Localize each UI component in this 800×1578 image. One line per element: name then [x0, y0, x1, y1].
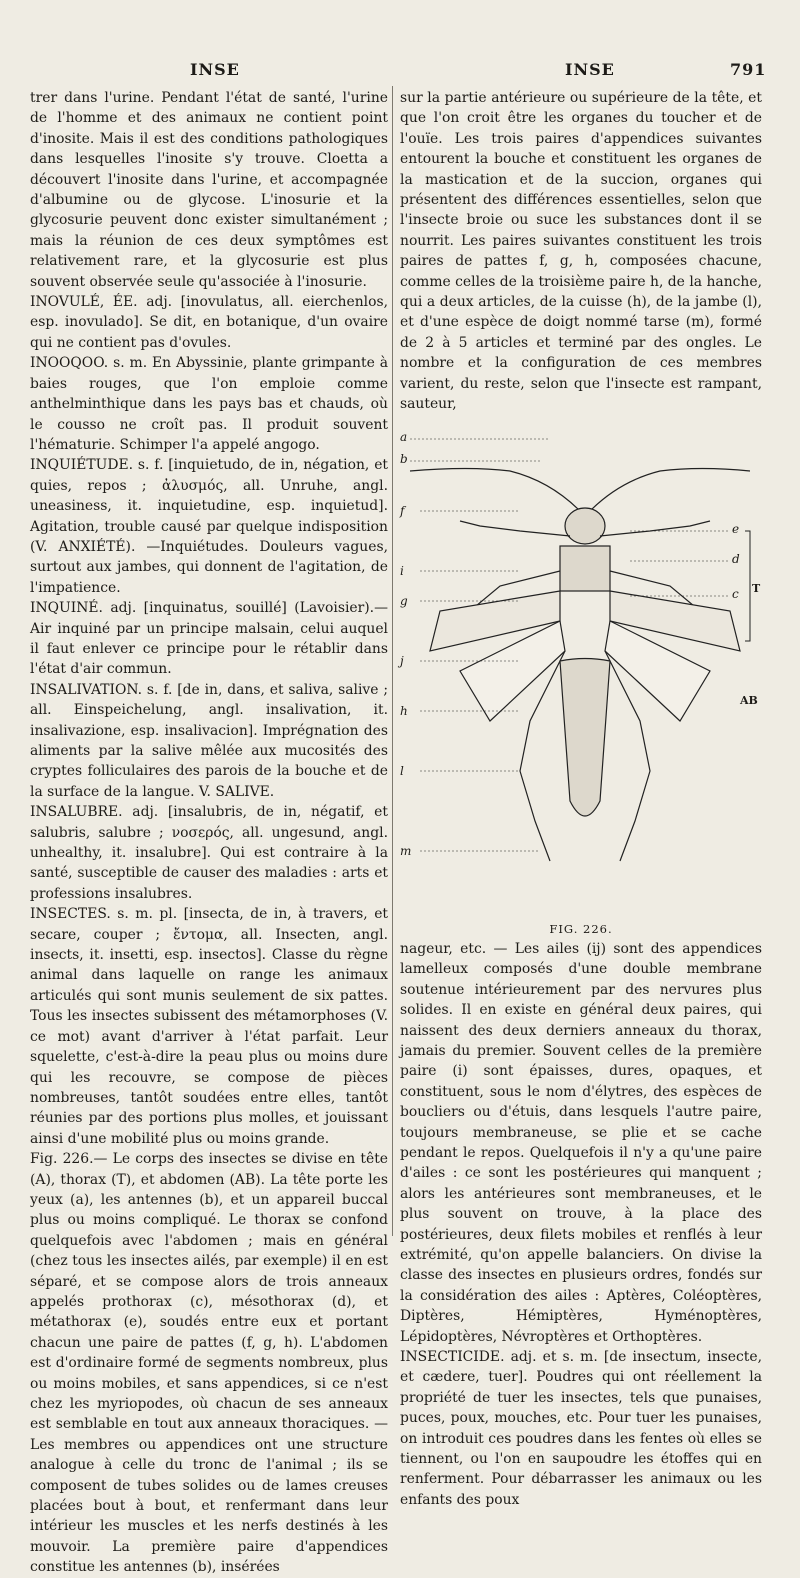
label-l: l [400, 763, 404, 778]
label-b: b [400, 451, 408, 466]
abdomen [560, 658, 610, 816]
left-column [30, 88, 388, 1578]
label-d: d [732, 551, 740, 566]
label-a: a [400, 429, 408, 444]
head [565, 508, 605, 544]
label-c: c [732, 586, 739, 601]
label-e: e [732, 521, 740, 536]
entry-insectes-continued: sur la partie antérieure ou supérieure de la tête, et que l'on croit être les organes du toucher et de l'ouïe. Les trois paires d'appendices suivantes entourent la bouche et constituent les organes de la mastication et de la succion, organes qui présentent des différences essentielles, selon que l'insecte broie ou suce les substances dont il se nourrit. Les paires suivantes constituent les trois paires de pattes f, g, h, composées chacune, comme celles de la troisième paire h, de la hanche, qui a deux articles, de la cuisse (h), de la jambe (l), et d'une espèce de doigt nommé tarse (m), formé de 2 à 5 articles et terminé par des ongles. Le nombre et la configuration de ces membres varient, du reste, selon que l'insecte est rampant, sauteur, [400, 90, 762, 413]
entry-insalubre: INSALUBRE. adj. [insalubris, de in, négatif, et salubris, salubre ; νοσερός, all. ungesund, angl. unhealthy, it. insalubre]. Qui est contraire à la santé, susceptible de causer des maladies : arts et professions insalubres. [30, 804, 388, 902]
right-antenna [590, 468, 750, 511]
label-j: j [400, 653, 404, 668]
label-abdomen-AB: AB [740, 693, 758, 707]
entry-inosite-continued: trer dans l'urine. Pendant l'état de santé, l'urine de l'homme et des animaux ne contient point d'inosite. Mais il est des conditions pathologiques dans lesquelles l'inosite s'y trouve. Cloetta a découvert l'inosite dans l'urine, et accompagnée d'albumine ou de glycose. L'inosurie et la glycosurie peuvent donc exister simultanément ; mais la réunion de ces deux symptômes est relativement rare, et la glycosurie est plus souvent observée seule qu'associée à l'inosurie. [30, 90, 388, 290]
entry-insalivation: INSALIVATION. s. f. [de in, dans, et saliva, salive ; all. Einspeichelung, angl. insalivation, it. insalivazione, esp. insalivacion]. Imprégnation des aliments par la salive mêlée aux mucosités des cryptes folliculaires des parois de la bouche et de la surface de la langue. V. SALIVE. [30, 681, 388, 800]
entry-insecticide: INSECTICIDE. adj. et s. m. [de insectum, insecte, et cædere, tuer]. Poudres qui ont réellement la propriété de tuer les insectes, tels que punaises, puces, poux, mouches, etc. Pour tuer les punaises, on introduit ces poudres dans les fentes où elles se tiennent, ou l'on en saupoudre les étoffes qui en renferment. Pour débarrasser les animaux ou les enfants des poux [400, 1349, 762, 1508]
column-divider [392, 86, 393, 1236]
figure-226 [400, 421, 762, 921]
running-head-right: INSE [565, 60, 615, 79]
entry-inovule: INOVULÉ, ÉE. adj. [inovulatus, all. eierchenlos, esp. inovulado]. Se dit, en botanique, d'un ovaire qui ne contient pas d'ovules. [30, 294, 388, 351]
entry-inquine: INQUINÉ. adj. [inquinatus, souillé] (Lavoisier).— Air inquiné par un principe malsain, celui auquel il faut enlever ce principe pour le rétablir dans l'état d'air commun. [30, 600, 388, 678]
right-front-leg [600, 521, 710, 536]
label-f: f [400, 503, 405, 518]
entry-inquietude: INQUIÉTUDE. s. f. [inquietudo, de in, négation, et quies, repos ; ἀλυσμός, all. Unruhe, angl. uneasiness, it. inquietudine, esp. inquietud]. Agitation, trouble causé par quelque indisposition (V. ANXIÉTÉ). —Inquiétudes. Douleurs vagues, surtout aux jambes, qui donnent de l'agitation, de l'impatience. [30, 457, 388, 596]
left-antenna [410, 468, 580, 511]
label-i: i [400, 563, 404, 578]
left-front-leg [460, 521, 570, 536]
entry-insectes-wings: nageur, etc. — Les ailes (ij) sont des appendices lamelleux composés d'une double membrane soutenue intérieurement par des nervures plus solides. Il en existe en général deux paires, qui naissent des deux derniers anneaux du thorax, jamais du premier. Souvent celles de la première paire (i) sont épaisses, dures, opaques, et constituent, sous le nom d'élytres, des espèces de boucliers ou d'étuis, dans lesquels l'autre paire, toujours membraneuse, se plie et se cache pendant le repos. Quelquefois il n'y a qu'une paire d'ailes : ce sont les postérieures qui manquent ; alors les antérieures sont membraneuses, et le plus souvent on trouve, à la place des postérieures, deux filets mobiles et renflés à leur extrémité, qu'on appelle balanciers. On divise la classe des insectes en plusieurs ordres, fondés sur la considération des ailes : Aptères, Coléoptères, Diptères, Hémiptères, Hyménoptères, Lépidoptères, Névroptères et Orthoptères. [400, 940, 762, 1345]
label-thorax-T: T [752, 581, 761, 595]
thorax [560, 546, 610, 591]
entry-insectes: INSECTES. s. m. pl. [insecta, de in, à travers, et secare, couper ; ἔντομα, all. Insecten, angl. insects, it. insetti, esp. insectos]. Classe du règne animal dans laquelle on range les animaux articulés qui sont munis seulement de six pattes. Tous les insectes subissent des métamorphoses (V. ce mot) avant d'arriver à l'état parfait. Leur squelette, c'est-à-dire la peau plus ou moins dure qui les recouvre, se compose de pièces nombreuses, tantôt soudées entre elles, tantôt réunies par des portions plus molles, et jouissant ainsi d'une mobilité plus ou moins grande. [30, 906, 388, 1147]
entry-inooqoo: INOOQOO. s. m. En Abyssinie, plante grimpante à baies rouges, que l'on emploie comme anthelminthique dans les pays bas et chauds, où le cousso ne croît pas. Il produit souvent l'hématurie. Schimper l'a appelé angogo. [30, 355, 388, 453]
label-g: g [400, 593, 408, 608]
page-number: 791 [730, 60, 767, 79]
entry-fig-226-description: Fig. 226.— Le corps des insectes se divise en tête (A), thorax (T), et abdomen (AB). La tête porte les yeux (a), les antennes (b), et un appareil buccal plus ou moins compliqué. Le thorax se confond quelquefois avec l'abdomen ; mais en général (chez tous les insectes ailés, par exemple) il en est séparé, et se compose alors de trois anneaux appelés prothorax (c), mésothorax (d), et métathorax (e), soudés entre eux et portant chacun une paire de pattes (f, g, h). L'abdomen est d'ordinaire formé de segments nombreux, plus ou moins mobiles, et sans appendices, si ce n'est chez les myriopodes, où chacun de ses anneaux est semblable en tout aux anneaux thoraciques. — Les membres ou appendices ont une structure analogue à celle du tronc de l'animal ; ils se composent de tubes solides ou de lames creuses placées bout à bout, et renfermant dans leur intérieur les muscles et les nerfs destinés à les mouvoir. La première paire d'appendices constitue les antennes (b), insérées [30, 1151, 388, 1576]
right-column [400, 88, 762, 1510]
insect-illustration [400, 421, 762, 901]
running-head-left: INSE [190, 60, 240, 79]
label-h: h [400, 703, 408, 718]
figure-caption: FIG. 226. [549, 921, 613, 936]
label-m: m [400, 843, 412, 858]
